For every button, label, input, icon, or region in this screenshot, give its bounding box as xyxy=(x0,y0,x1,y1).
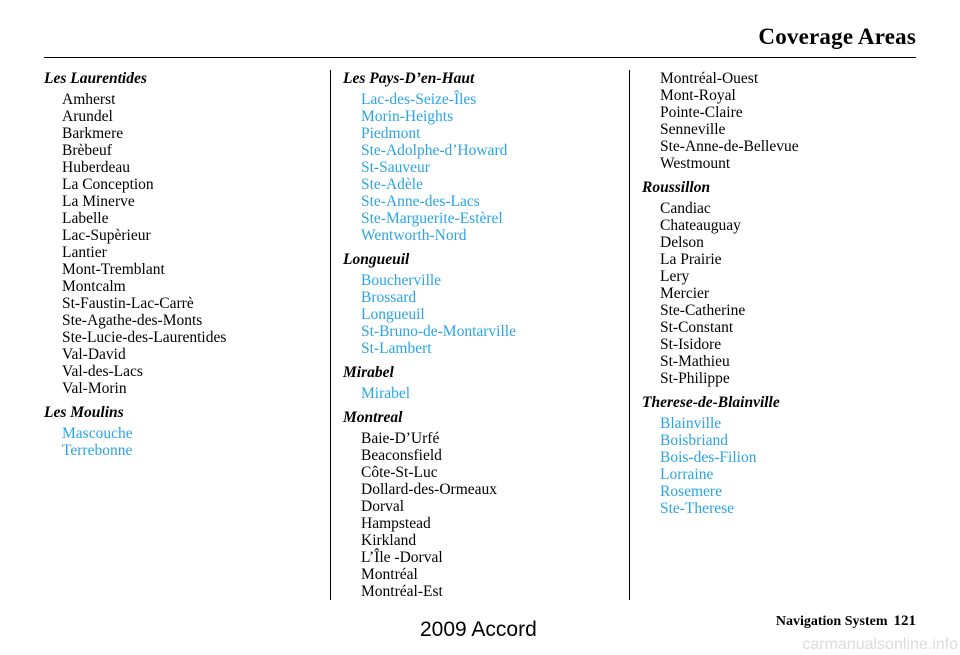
area-item: La Conception xyxy=(62,176,154,193)
region-heading: Les Pays-D’en-Haut xyxy=(343,70,475,87)
area-item: Mont-Tremblant xyxy=(62,261,165,278)
area-item: Montréal-Est xyxy=(361,583,443,600)
area-item: St-Isidore xyxy=(660,336,722,353)
area-list xyxy=(642,70,927,172)
area-item: St-Philippe xyxy=(660,370,730,387)
area-item: Amherst xyxy=(62,91,116,108)
area-item: Candiac xyxy=(660,200,711,217)
area-link[interactable]: Brossard xyxy=(361,289,417,306)
area-item: Lery xyxy=(660,268,690,285)
area-link[interactable]: Lorraine xyxy=(660,466,714,483)
area-item: Labelle xyxy=(62,210,109,227)
page-title: Coverage Areas xyxy=(758,24,916,49)
area-link[interactable]: Blainville xyxy=(660,415,722,432)
area-item: Côte-St-Luc xyxy=(361,464,438,481)
area-link[interactable]: Lac-des-Seize-Îles xyxy=(361,91,477,108)
area-item: Lantier xyxy=(62,244,107,261)
region-heading: Therese-de-Blainville xyxy=(642,394,780,411)
column-divider xyxy=(629,70,630,600)
area-list xyxy=(343,91,628,244)
area-link[interactable]: Terrebonne xyxy=(62,442,133,459)
page-number: 121 xyxy=(893,613,916,629)
region-section xyxy=(642,70,927,172)
area-item: Val-Morin xyxy=(62,380,127,397)
region-section xyxy=(44,70,329,397)
column-1 xyxy=(44,70,329,466)
region-heading: Mirabel xyxy=(343,364,394,381)
area-link[interactable]: Boisbriand xyxy=(660,432,729,449)
area-link[interactable]: Bois-des-Filion xyxy=(660,449,757,466)
area-item: Val-des-Lacs xyxy=(62,363,143,380)
area-item: Mont-Royal xyxy=(660,87,736,104)
area-link[interactable]: Longueuil xyxy=(361,306,425,323)
region-section xyxy=(44,404,329,459)
area-item: Ste-Catherine xyxy=(660,302,746,319)
region-heading: Les Laurentides xyxy=(44,70,147,87)
area-link[interactable]: Ste-Adèle xyxy=(361,176,423,193)
area-item: Dorval xyxy=(361,498,405,515)
region-heading: Les Moulins xyxy=(44,404,124,421)
area-item: Ste-Anne-de-Bellevue xyxy=(660,138,799,155)
area-link[interactable]: Ste-Marguerite-Estèrel xyxy=(361,210,503,227)
area-link[interactable]: Ste-Therese xyxy=(660,500,735,517)
area-item: Brèbeuf xyxy=(62,142,112,159)
area-list xyxy=(44,91,329,397)
area-link[interactable]: Ste-Adolphe-d’Howard xyxy=(361,142,508,159)
column-3 xyxy=(642,70,927,524)
area-link[interactable]: Piedmont xyxy=(361,125,421,142)
area-item: Val-David xyxy=(62,346,126,363)
area-item: St-Faustin-Lac-Carrè xyxy=(62,295,194,312)
region-heading: Roussillon xyxy=(642,179,711,196)
region-section xyxy=(343,251,628,357)
area-item: Kirkland xyxy=(361,532,417,549)
area-item: La Minerve xyxy=(62,193,135,210)
area-item: Ste-Lucie-des-Laurentides xyxy=(62,329,227,346)
area-item: Westmount xyxy=(660,155,731,172)
footer-label: Navigation System xyxy=(775,614,888,629)
area-item: Senneville xyxy=(660,121,726,138)
area-item: Beaconsfield xyxy=(361,447,442,464)
area-item: St-Constant xyxy=(660,319,734,336)
area-link[interactable]: Rosemere xyxy=(660,483,722,500)
area-item: Delson xyxy=(660,234,704,251)
area-item: Mercier xyxy=(660,285,710,302)
area-item: Arundel xyxy=(62,108,113,125)
column-2 xyxy=(343,70,628,607)
area-item: Ste-Agathe-des-Monts xyxy=(62,312,203,329)
area-list xyxy=(642,415,927,517)
region-heading: Montreal xyxy=(343,409,403,426)
region-heading: Longueuil xyxy=(343,251,410,268)
title-rule xyxy=(44,57,916,58)
area-item: Montréal-Ouest xyxy=(660,70,759,87)
area-link[interactable]: Mascouche xyxy=(62,425,133,442)
area-link[interactable]: St-Bruno-de-Montarville xyxy=(361,323,516,340)
region-section xyxy=(343,409,628,600)
area-item: Lac-Supèrieur xyxy=(62,227,151,244)
area-item: Barkmere xyxy=(62,125,124,142)
area-link[interactable]: St-Lambert xyxy=(361,340,432,357)
region-section xyxy=(343,70,628,244)
area-link[interactable]: Ste-Anne-des-Lacs xyxy=(361,193,480,210)
watermark: 2009 Accord xyxy=(420,618,537,641)
area-item: La Prairie xyxy=(660,251,722,268)
area-link[interactable]: St-Sauveur xyxy=(361,159,430,176)
area-link[interactable]: Mirabel xyxy=(361,385,411,402)
region-section xyxy=(642,394,927,517)
watermark-site: carmanualsonline.info xyxy=(802,636,958,653)
area-item: St-Mathieu xyxy=(660,353,730,370)
area-item: Chateauguay xyxy=(660,217,741,234)
area-item: Montcalm xyxy=(62,278,126,295)
area-item: Montréal xyxy=(361,566,418,583)
area-item: Dollard-des-Ormeaux xyxy=(361,481,498,498)
area-link[interactable]: Boucherville xyxy=(361,272,442,289)
area-list xyxy=(343,385,628,402)
area-list xyxy=(44,425,329,459)
area-link[interactable]: Wentworth-Nord xyxy=(361,227,467,244)
area-list xyxy=(642,200,927,387)
area-link[interactable]: Morin-Heights xyxy=(361,108,454,125)
column-divider xyxy=(330,70,331,600)
page-footer xyxy=(776,613,916,630)
region-section xyxy=(642,179,927,387)
area-item: Huberdeau xyxy=(62,159,130,176)
area-item: Hampstead xyxy=(361,515,431,532)
region-section xyxy=(343,364,628,402)
area-item: Pointe-Claire xyxy=(660,104,743,121)
area-item: Baie-D’Urfé xyxy=(361,430,440,447)
area-list xyxy=(343,430,628,600)
area-list xyxy=(343,272,628,357)
area-item: L’Île -Dorval xyxy=(361,549,443,566)
